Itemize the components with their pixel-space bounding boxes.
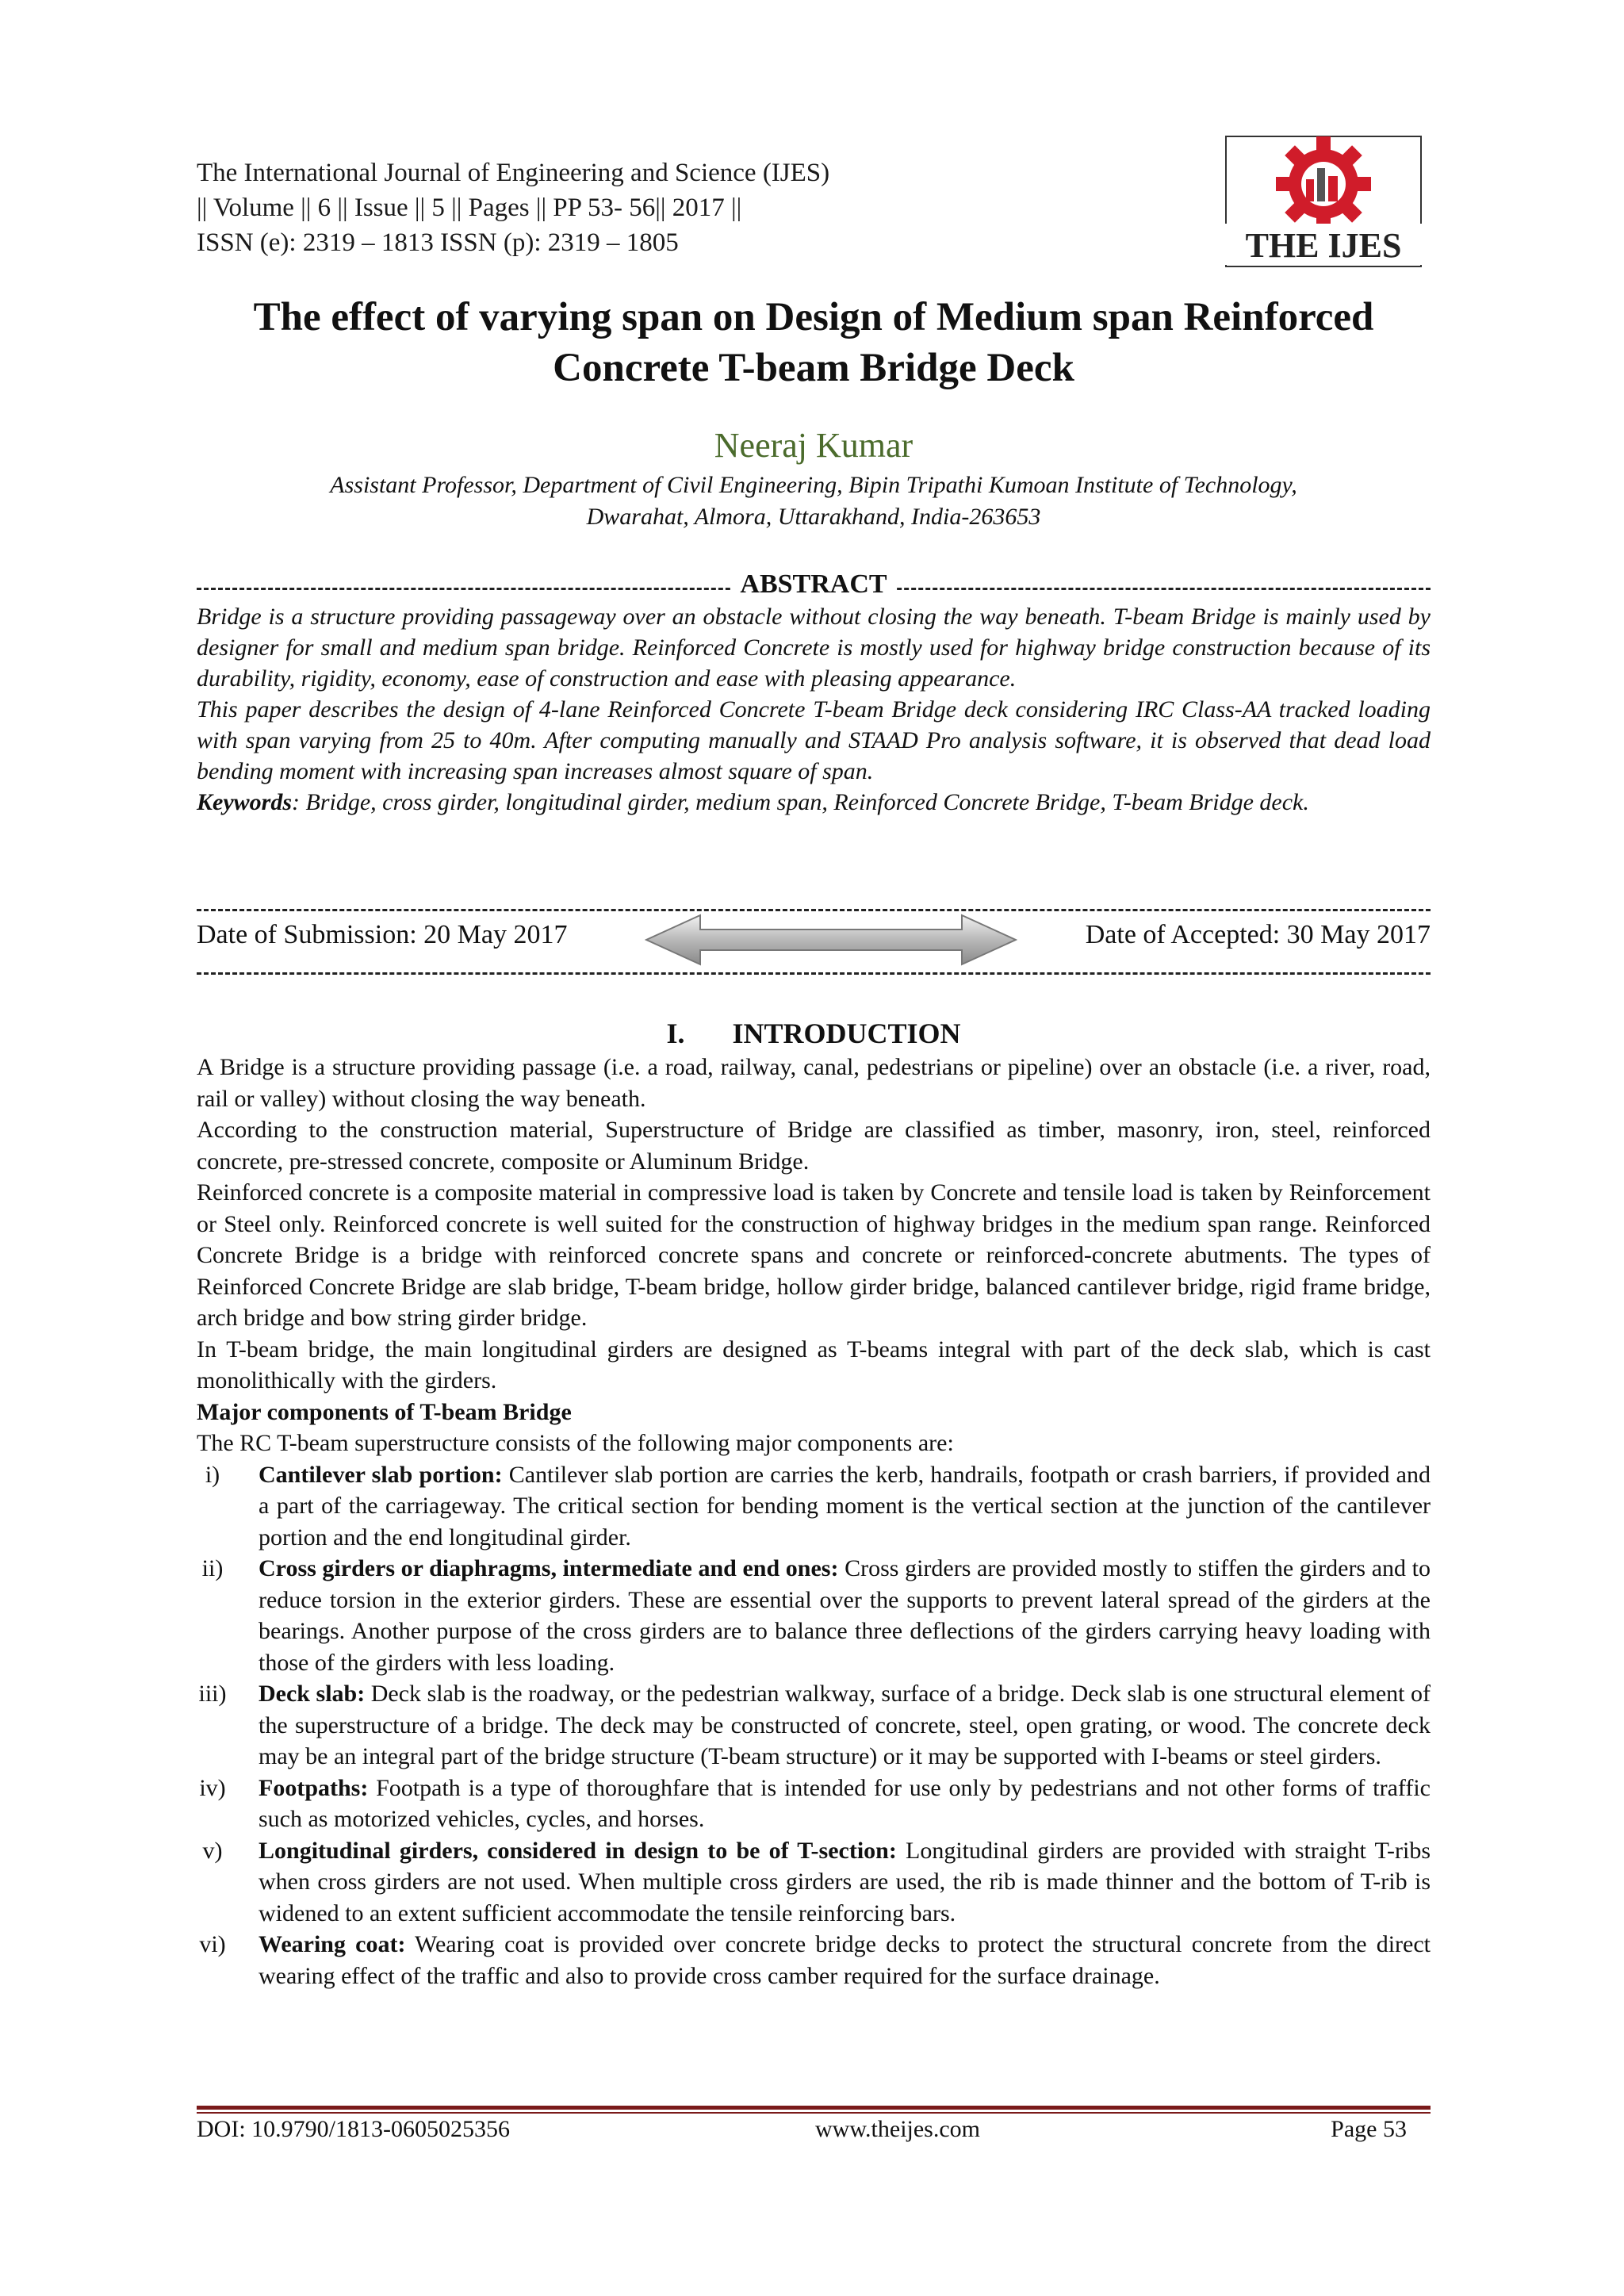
list-item [197,1553,1431,1678]
journal-header [197,155,829,260]
keywords-text: : Bridge, cross girder, longitudinal girder, medium span, Reinforced Concrete Bridge, T-beam Bridge deck. [292,789,1309,815]
intro-para-5: The RC T-beam superstructure consists of the following major components are: [197,1430,954,1456]
list-term: Cross girders or diaphragms, intermediate and end ones: [259,1555,839,1581]
footer-website-link[interactable]: www.theijes.com [815,2116,981,2142]
list-item [197,1835,1431,1930]
list-marker: iv) [199,1774,226,1801]
section-number: I. [666,1018,685,1049]
abstract-heading: ABSTRACT [732,569,894,599]
list-term: Longitudinal girders, considered in design to be of T-section: [259,1837,897,1864]
list-marker: ii) [201,1555,224,1581]
footer-page-number: Page 53 [1331,2116,1407,2142]
list-item [197,1773,1431,1835]
components-list [197,1459,1431,1992]
author-name: Neeraj Kumar [714,426,914,465]
subheading-major-components: Major components of T-beam Bridge [197,1398,572,1425]
volume-line: || Volume || 6 || Issue || 5 || Pages || PP 53- 56|| 2017 || [197,194,742,222]
dates-row [197,912,1431,960]
accepted-date: Date of Accepted: 30 May 2017 [1085,920,1431,949]
dates-top-rule [197,909,1431,911]
abstract-body [197,601,1431,818]
list-text: Wearing coat is provided over concrete bridge decks to protect the structural concrete from the direct wearing effect of the traffic and also to provide cross camber required for the surface drainage. [259,1931,1431,1989]
issn-line: ISSN (e): 2319 – 1813 ISSN (p): 2319 – 1805 [197,228,679,257]
footer-rule-thick [197,2106,1431,2110]
footer-rule-thin [197,2112,1431,2114]
intro-para-4: In T-beam bridge, the main longitudinal girders are designed as T-beams integral with part of the deck slab, which is cast monolithically with the girders. [197,1336,1431,1393]
affiliation-line-1: Assistant Professor, Department of Civil Engineering, Bipin Tripathi Kumoan Institute of Technology, [330,472,1297,498]
list-marker: i) [205,1461,220,1488]
list-text: Cantilever slab portion are carries the kerb, handrails, footpath or crash barriers, if provided and a part of the carriageway. The critical section for bending moment is the vertical section at the junction of the cantilever portion and the end longitudinal girder. [259,1461,1431,1550]
intro-para-1: A Bridge is a structure providing passage (i.e. a road, railway, canal, pedestrians or pipeline) over an obstacle (i.e. a river, road, rail or valley) without closing the way beneath. [197,1054,1431,1112]
section-heading-introduction [197,1017,1431,1050]
submission-date: Date of Submission: 20 May 2017 [197,920,568,949]
list-item [197,1929,1431,1991]
list-item [197,1459,1431,1554]
paper-title [197,292,1431,393]
list-term: Deck slab: [259,1681,366,1707]
list-term: Footpaths: [259,1774,369,1801]
section-title-text: INTRODUCTION [732,1018,961,1049]
intro-para-3: Reinforced concrete is a composite material in compressive load is taken by Concrete and tensile load is taken by Reinforcement or Steel only. Reinforced concrete is well suited for the construction of highway bridges in the medium span range. Reinforced Concrete Bridge is a bridge with reinforced concrete spans and concrete or reinforced-concrete abutments. The types of Reinforced Concrete Bridge are slab bridge, T-beam bridge, hollow girder bridge, balanced cantilever bridge, rigid frame bridge, arch bridge and bow string girder bridge. [197,1179,1431,1331]
list-text: Cross girders are provided mostly to stiffen the girders and to reduce torsion in the exterior girders. These are essential over the supports to prevent lateral spread of the girders at the bearings. Another purpose of the cross girders are to balance three deflections of the girders carrying heavy loading with those of the girders with less loading. [259,1555,1431,1676]
list-marker: iii) [198,1681,227,1707]
title-line-1: The effect of varying span on Design of Medium span Reinforced [253,295,1374,339]
keywords-label: Keywords [197,789,292,815]
list-text: Footpath is a type of thoroughfare that is intended for use only by pedestrians and not other forms of traffic such as motorized vehicles, cycles, and horses. [259,1774,1431,1832]
logo-text: THE IJES [1245,226,1402,265]
abstract-para-2: This paper describes the design of 4-lane Reinforced Concrete T-beam Bridge deck considering IRC Class-AA tracked loading with span varying from 25 to 40m. After computing manually and STAAD Pro analysis software, it is observed that dead load bending moment with increasing span increases almost square of span. [197,696,1431,784]
list-item [197,1678,1431,1773]
list-text: Longitudinal girders are provided with straight T-ribs when cross girders are not used. When multiple cross girders are used, the rib is made thinner and the bottom of T-rib is widened to an extent sufficient accommodate the tensile reinforcing bars. [259,1837,1431,1926]
dates-bottom-rule [197,972,1431,975]
intro-para-2: According to the construction material, Superstructure of Bridge are classified as timber, masonry, iron, steel, reinforced concrete, pre-stressed concrete, composite or Aluminum Bridge. [197,1117,1431,1175]
page-footer [197,2116,1431,2148]
list-text: Deck slab is the roadway, or the pedestrian walkway, surface of a bridge. Deck slab is one structural element of the superstructure of a bridge. The deck may be constructed of concrete, steel, open grating, or wood. The concrete deck may be an integral part of the bridge structure (T-beam structure) or it may be supported with I-beams or steel girders. [259,1681,1431,1769]
introduction-body [197,1052,1431,1991]
list-marker: v) [202,1837,223,1864]
list-term: Wearing coat: [259,1931,406,1957]
title-line-2: Concrete T-beam Bridge Deck [553,346,1074,390]
abstract-para-1: Bridge is a structure providing passageway over an obstacle without closing the way beneath. T-beam Bridge is mainly used by designer for small and medium span bridge. Reinforced Concrete is mostly used for highway bridge construction because of its durability, rigidity, economy, ease of construction and ease with pleasing appearance. [197,604,1431,692]
list-marker: vi) [199,1931,226,1957]
double-arrow-icon [645,912,1017,968]
affiliation-line-2: Dwarahat, Almora, Uttarakhand, India-263653 [586,504,1041,530]
journal-name: The International Journal of Engineering and Science (IJES) [197,159,830,187]
author-affiliation [197,470,1431,533]
footer-doi: DOI: 10.9790/1813-0605025356 [197,2116,510,2142]
paper-page [197,0,1431,2296]
abstract-heading-wrap [197,569,1431,600]
list-term: Cantilever slab portion: [259,1461,503,1488]
ijes-logo [1224,135,1423,268]
keywords [197,787,1431,818]
